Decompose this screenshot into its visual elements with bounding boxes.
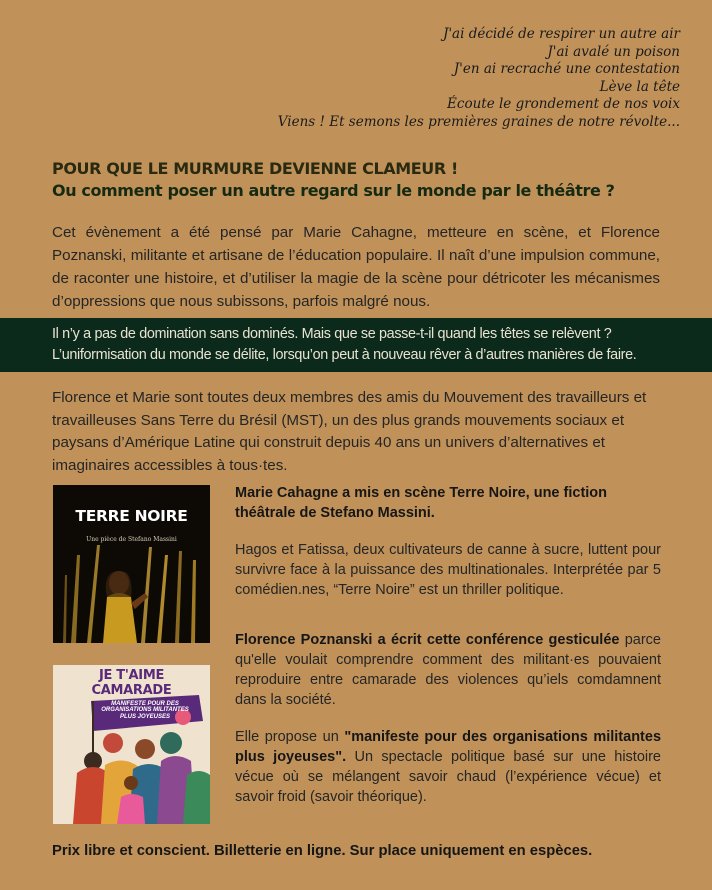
headline-title: POUR QUE LE MURMURE DEVIENNE CLAMEUR ! xyxy=(52,159,458,178)
mst-paragraph: Florence et Marie sont toutes deux membres des amis du Mouvement des travailleurs et travailleuses Sans Terre du Brésil (MST), un des plus grands mouvements sociaux et paysans d’Amérique Latine qui construit depuis 40 ans un univers d’alternatives et imaginaires accessibles à tous·tes. xyxy=(52,389,647,474)
poster-subtitle: Une pièce de Stefano Massini xyxy=(86,536,177,543)
headline-subtitle: Ou comment poser un autre regard sur le monde par le théâtre ? xyxy=(52,181,615,200)
manifeste-intro: Elle propose un xyxy=(235,729,345,745)
terre-noire-heading xyxy=(235,483,661,523)
headline xyxy=(52,158,672,202)
quote-band xyxy=(0,318,712,372)
je-taime-camarade-poster xyxy=(53,665,210,824)
terre-noire-heading-text: Marie Cahagne a mis en scène Terre Noire, une fiction théâtrale de Stefano Massini. xyxy=(235,485,608,521)
poem-line: J'ai décidé de respirer un autre air xyxy=(442,26,680,42)
conference-lead: Florence Poznanski a écrit cette conférence gesticulée xyxy=(235,632,620,648)
poster-title: TERRE NOIRE xyxy=(75,507,188,525)
quote-line: L’uniformisation du monde se délite, lorsqu’on peut à nouveau rêver à d’autres manières de faire. xyxy=(52,347,637,363)
terre-noire-poster xyxy=(53,485,210,643)
poster-title-line: JE T'AIME xyxy=(98,668,165,683)
pricing-footer: Prix libre et conscient. Billetterie en ligne. Sur place uniquement en espèces. xyxy=(52,843,593,859)
conference-paragraph xyxy=(235,630,661,710)
quote-line: Il n’y a pas de domination sans dominés. Mais que se passe-t-il quand les têtes se relèvent ? xyxy=(52,326,612,342)
terre-noire-description: Hagos et Fatissa, deux cultivateurs de canne à sucre, luttent pour survivre face à la puissance des multinationales. Interprétée par 5 comédien.nes, “Terre Noire” est un thriller politique. xyxy=(235,542,661,598)
poem xyxy=(278,26,680,132)
poem-line: Écoute le grondement de nos voix xyxy=(447,96,680,113)
poem-line: Viens ! Et semons les premières graines de notre révolte... xyxy=(277,113,680,130)
conference-text: parce qu'elle voulait comprendre comment des militant·es pouvaient reproduire entre camarade des violences qu’iels comdamnent dans la société. xyxy=(235,632,661,708)
manifeste-title: "manifeste pour des organisations militantes plus joyeuses". xyxy=(235,729,662,765)
manifeste-paragraph xyxy=(235,727,661,807)
poster-flag-text: MANIFESTE POUR DES ORGANISATIONS MILITANTES PLUS JOYEUSES xyxy=(101,701,189,720)
intro-paragraph: Cet évènement a été pensé par Marie Cahagne, metteure en scène, et Florence Poznanski, militante et artisane de l’éducation populaire. Il naît d’une impulsion commune, de raconter une histoire, et d’utiliser la magie de la scène pour détricoter les mécanismes d’oppressions que nous subissons, parfois malgré nous. xyxy=(52,224,660,310)
manifeste-text: Un spectacle politique basé sur une histoire vécue où se mélangent savoir chaud (l’expérience vécue) et savoir froid (savoir théorique). xyxy=(235,749,661,805)
poster-title-line: CAMARADE xyxy=(91,683,172,698)
poster-title xyxy=(53,668,210,698)
poem-line: J'ai avalé un poison xyxy=(547,43,680,60)
poem-line: Lève la tête xyxy=(599,78,680,95)
poem-line: J'en ai recraché une contestation xyxy=(453,61,680,78)
